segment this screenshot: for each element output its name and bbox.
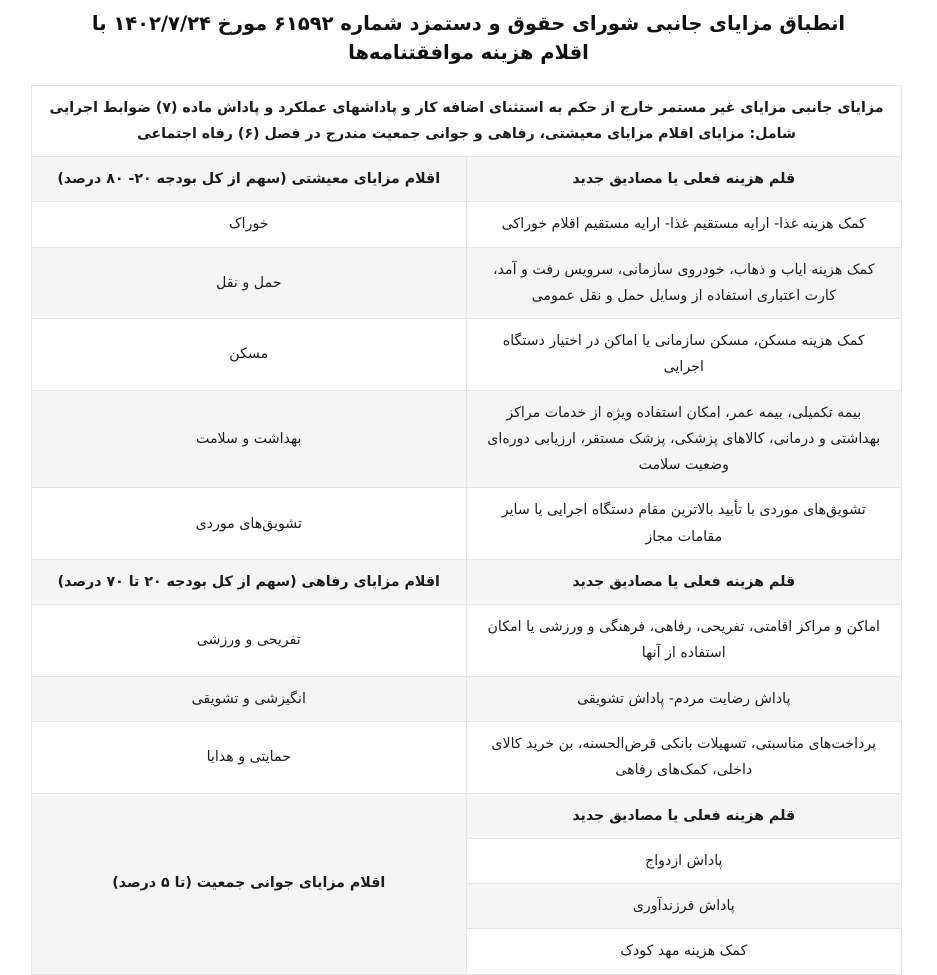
detail-cell: پرداخت‌های مناسبتی، تسهیلات بانکی قرض‌الحسنه، بن خرید کالای داخلی، کمک‌های رفاهی bbox=[466, 722, 901, 794]
table-row bbox=[32, 202, 902, 247]
category-cell: تشویق‌های موردی bbox=[32, 488, 467, 560]
page-title: انطباق مزایای جانبی شورای حقوق و دستمزد شماره ۶۱۵۹۲ مورخ ۱۴۰۲/۷/۲۴ با اقلام هزینه موافقتنامه‌ها bbox=[91, 12, 846, 65]
table-row bbox=[32, 722, 902, 794]
category-cell: تفریحی و ورزشی bbox=[32, 605, 467, 677]
category-cell: حمایتی و هدایا bbox=[32, 722, 467, 794]
detail-cell: کمک هزینه مهد کودک bbox=[466, 929, 901, 974]
table-row bbox=[32, 605, 902, 677]
detail-cell: بیمه تکمیلی، بیمه عمر، امکان استفاده ویژه از خدمات مراکز بهداشتی و درمانی، کالاهای پزشکی، پزشک مستقر، ارزیابی دوره‌ای وضعیت سلامت bbox=[466, 390, 901, 488]
section-header-row bbox=[32, 157, 902, 202]
benefits-table-wrapper bbox=[31, 85, 902, 975]
section-header-row bbox=[32, 793, 902, 838]
detail-cell: پاداش رضایت مردم- پاداش تشویقی bbox=[466, 676, 901, 721]
table-row bbox=[32, 247, 902, 319]
detail-cell: پاداش ازدواج bbox=[466, 838, 901, 883]
detail-cell: پاداش فرزندآوری bbox=[466, 884, 901, 929]
benefits-table bbox=[31, 85, 902, 975]
column-header-detail: قلم هزینه فعلی یا مصادیق جدید bbox=[466, 559, 901, 604]
column-header-detail: قلم هزینه فعلی یا مصادیق جدید bbox=[466, 793, 901, 838]
section-header-population: اقلام مزایای جوانی جمعیت (تا ۵ درصد) bbox=[32, 793, 467, 974]
category-cell: خوراک bbox=[32, 202, 467, 247]
detail-cell: اماکن و مراکز اقامتی، تفریحی، رفاهی، فرهنگی و ورزشی یا امکان استفاده از آنها bbox=[466, 605, 901, 677]
detail-cell: کمک هزینه ایاب و ذهاب، خودروی سازمانی، سرویس رفت و آمد، کارت اعتباری استفاده از وسایل حمل و نقل عمومی bbox=[466, 247, 901, 319]
intro-paragraph: مزایای جانبی مزایای غیر مستمر خارج از حکم به استثنای اضافه کار و پاداشهای عملکرد و پاداش ماده (۷) ضوابط اجرایی شامل: مزایای اقلام مزایای معیشتی، رفاهی و جوانی جمعیت مندرج در فصل (۶) رفاه اجتماعی bbox=[32, 85, 902, 157]
table-row bbox=[32, 319, 902, 391]
detail-cell: کمک هزینه مسکن، مسکن سازمانی یا اماکن در اختیار دستگاه اجرایی bbox=[466, 319, 901, 391]
section-header-welfare: اقلام مزایای رفاهی (سهم از کل بودجه ۲۰ تا ۷۰ درصد) bbox=[32, 559, 467, 604]
table-row bbox=[32, 488, 902, 560]
category-cell: بهداشت و سلامت bbox=[32, 390, 467, 488]
category-cell: مسکن bbox=[32, 319, 467, 391]
table-row bbox=[32, 676, 902, 721]
detail-cell: کمک هزینه غذا- ارایه مستقیم غذا- ارایه مستقیم اقلام خوراکی bbox=[466, 202, 901, 247]
column-header-detail: قلم هزینه فعلی یا مصادیق جدید bbox=[466, 157, 901, 202]
table-row bbox=[32, 390, 902, 488]
section-header-livelihood: اقلام مزایای معیشتی (سهم از کل بودجه ۲۰- ۸۰ درصد) bbox=[32, 157, 467, 202]
section-header-row bbox=[32, 559, 902, 604]
table-row-intro bbox=[32, 85, 902, 157]
category-cell: حمل و نقل bbox=[32, 247, 467, 319]
category-cell: انگیزشی و تشویقی bbox=[32, 676, 467, 721]
detail-cell: تشویق‌های موردی با تأیید بالاترین مقام دستگاه اجرایی یا سایر مقامات مجاز bbox=[466, 488, 901, 560]
